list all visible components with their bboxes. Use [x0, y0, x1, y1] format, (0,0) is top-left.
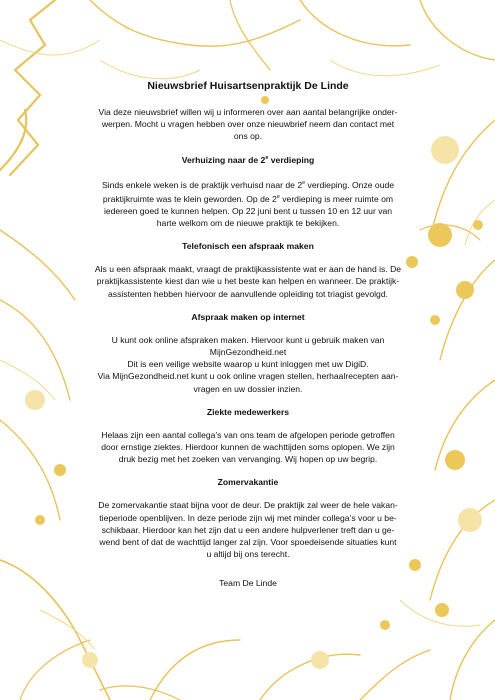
section-paragraph-zomervakantie: [78, 499, 418, 560]
section-paragraph-internet: [78, 334, 418, 395]
paragraph-line: Via MijnGezondheid.net kunt u ook online vragen stellen, herhaalrecepten aan-: [97, 371, 399, 382]
signature: Team De Linde: [219, 578, 277, 589]
paragraph-line: MijnGezondheid.net: [209, 346, 287, 357]
section-paragraph-telefonisch: [78, 263, 418, 300]
paragraph-line: door ernstige ziektes. Hierdoor kunnen de wachttijden soms oplopen. We zijn: [101, 441, 395, 452]
paragraph-line: De zomervakantie staat bijna voor de deur. De praktijk zal weer de hele vakan-: [98, 500, 398, 511]
paragraph-line: Helaas zijn een aantal collega’s van ons team de afgelopen periode getroffen: [101, 429, 395, 440]
paragraph-line: iedereen goed te kunnen helpen. Op 22 juni bent u tussen 10 en 12 uur van: [103, 205, 393, 216]
paragraph-line: tieperiode openblijven. In deze periode zijn wij met minder collega’s voor u be-: [99, 512, 397, 523]
section-heading-internet: Afspraak maken op internet: [191, 311, 305, 322]
paragraph-line: Dit is een veilige website waarop u kunt inloggen met uw DigiD.: [127, 359, 369, 370]
intro-line: ons op.: [233, 131, 263, 142]
paragraph-line: U kunt ook online afspraken maken. Hiervoor kunt u gebruik maken van: [111, 334, 385, 345]
section-heading-verhuizing: Verhuizing naar de 2e verdieping: [181, 154, 315, 165]
section-paragraph-verhuizing: [78, 177, 418, 230]
section-heading-zomervakantie: Zomervakantie: [217, 477, 279, 488]
newsletter-body: [78, 80, 418, 588]
intro-paragraph: [78, 106, 418, 143]
paragraph-line: druk bezig met het zoeken van vervanging. Wij hopen op uw begrip.: [118, 454, 378, 465]
paragraph-line: schikbaar. Hierdoor kan het zijn dat u een andere hulpverlener treft dan u ge-: [101, 524, 395, 535]
paragraph-line: praktijkruimte was te klein geworden. Op de 2e verdieping is meer ruimte om: [102, 193, 394, 204]
paragraph-line: harte welkom om de nieuwe praktijk te bekijken.: [156, 217, 340, 228]
paragraph-line: Sinds enkele weken is de praktijk verhuisd naar de 2e verdieping. Onze oude: [101, 179, 395, 190]
intro-line: werpen. Mocht u vragen hebben over onze nieuwbrief neem dan contact met: [101, 119, 395, 130]
section-paragraph-ziekte: [78, 429, 418, 466]
section-heading-ziekte: Ziekte medewerkers: [206, 406, 290, 417]
paragraph-line: assistenten hebben hiervoor de aanvullende opleiding tot triagist gevolgd.: [108, 288, 388, 299]
paragraph-line: praktijkassistente kiest dan wie u het beste kan helpen en wanneer. De praktijk-: [96, 276, 400, 287]
paragraph-line: Als u een afspraak maakt, vraagt de praktijkassistente wat er aan de hand is. De: [94, 264, 402, 275]
section-heading-telefonisch: Telefonisch een afspraak maken: [182, 241, 314, 252]
intro-line: Via deze nieuwsbrief willen wij u informeren over aan aantal belangrijke onder-: [98, 107, 398, 117]
paragraph-line: u altijd bij ons terecht.: [206, 549, 290, 560]
paragraph-line: vragen en uw dossier inzien.: [193, 383, 303, 394]
paragraph-line: wend bent of dat de wachttijd langer zal zijn. Voor spoedeisende situaties kunt: [99, 536, 397, 547]
newsletter-title: Nieuwsbrief Huisartsenpraktijk De Linde: [147, 80, 349, 92]
